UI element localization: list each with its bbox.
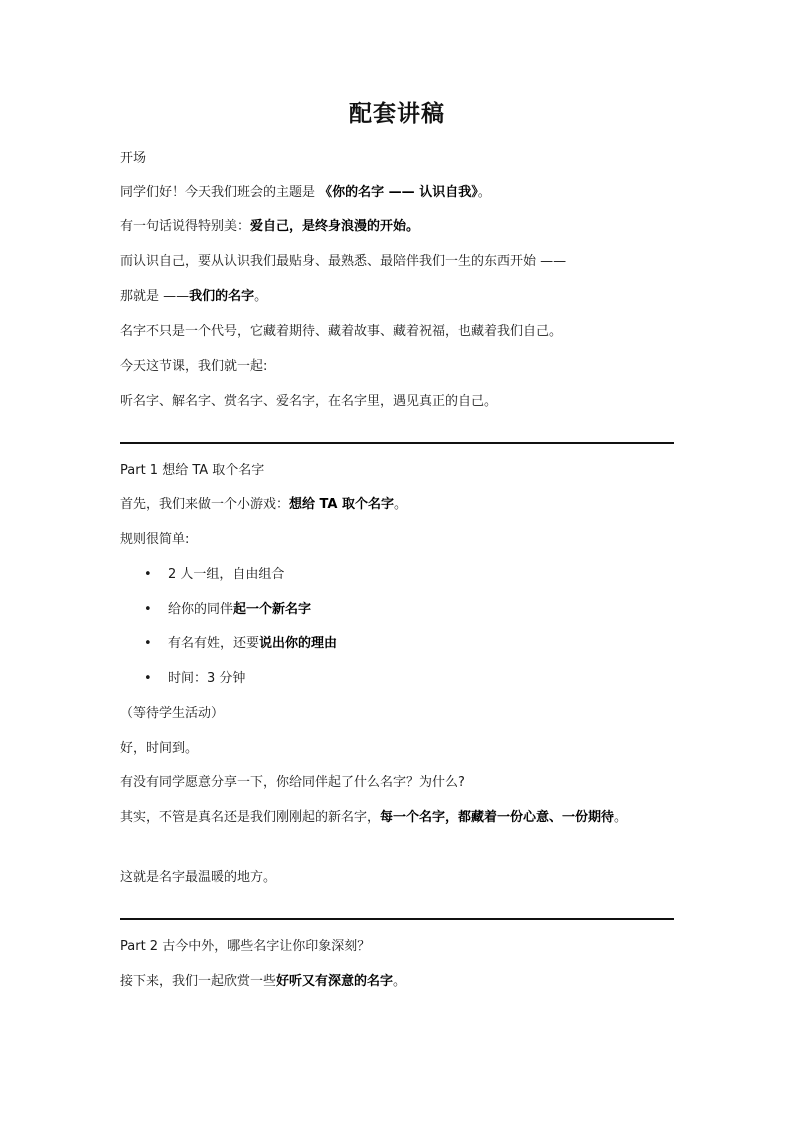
text: 2 人一组，自由组合 xyxy=(168,567,285,582)
text: 。 xyxy=(254,289,268,304)
emphasis: 起一个新名字 xyxy=(233,602,312,617)
list-item-text xyxy=(168,599,311,621)
part1-heading: Part 1 想给 TA 取个名字 xyxy=(120,463,265,478)
opening-line-1 xyxy=(120,182,674,204)
opening-line-5: 名字不只是一个代号，它藏着期待、藏着故事、藏着祝福，也藏着我们自己。 xyxy=(120,324,563,339)
part1-line-5: 有没有同学愿意分享一下，你给同伴起了什么名字？为什么? xyxy=(120,775,465,790)
emphasis: 说出你的理由 xyxy=(259,636,338,651)
document-title: 配套讲稿 xyxy=(349,101,445,127)
text: 其实，不管是真名还是我们刚刚起的新名字， xyxy=(120,810,381,825)
bullet-mark: • xyxy=(144,671,152,686)
list-item-text xyxy=(168,633,337,655)
part1-line-6 xyxy=(120,807,668,829)
part1-line-2: 规则很简单: xyxy=(120,532,190,547)
text: 有名有姓，还要 xyxy=(168,636,260,651)
text: 。 xyxy=(394,497,408,512)
part1-line-4: 好，时间到。 xyxy=(120,741,199,756)
opening-heading: 开场 xyxy=(120,151,147,166)
section-divider xyxy=(120,918,674,920)
bullet-mark: • xyxy=(144,602,152,617)
emphasis: 每一个名字，都藏着一份心意、一份期待 xyxy=(380,810,615,825)
text: 时间：3 分钟 xyxy=(168,671,246,686)
text: 给你的同伴 xyxy=(168,602,234,617)
theme-title: 《你的名字 —— 认识自我》 xyxy=(319,185,478,200)
text: 。 xyxy=(614,810,628,825)
text: 那就是 —— xyxy=(120,289,190,304)
opening-line-3: 而认识自己，要从认识我们最贴身、最熟悉、最陪伴我们一生的东西开始 —— xyxy=(120,254,567,269)
part1-line-7: 这就是名字最温暖的地方。 xyxy=(120,870,277,885)
section-divider xyxy=(120,442,674,444)
emphasis: 好听又有深意的名字 xyxy=(276,974,394,989)
text: 。 xyxy=(477,185,491,200)
text: 首先，我们来做一个小游戏： xyxy=(120,497,290,512)
list-item-text xyxy=(168,564,284,586)
opening-line-4 xyxy=(120,286,674,308)
part2-line-1 xyxy=(120,971,674,993)
part1-line-3: （等待学生活动） xyxy=(120,706,225,721)
opening-line-2 xyxy=(120,216,674,238)
text: 接下来，我们一起欣赏一些 xyxy=(120,974,277,989)
text: 同学们好！今天我们班会的主题是 xyxy=(120,185,320,200)
emphasis: 想给 TA 取个名字 xyxy=(289,497,394,512)
text: 有一句话说得特别美： xyxy=(120,219,251,234)
bullet-mark: • xyxy=(144,636,152,651)
opening-line-6: 今天这节课，我们就一起: xyxy=(120,359,268,374)
emphasis: 我们的名字 xyxy=(189,289,255,304)
opening-line-7: 听名字、解名字、赏名字、爱名字，在名字里，遇见真正的自己。 xyxy=(120,394,498,409)
list-item-text xyxy=(168,668,245,690)
part2-heading: Part 2 古今中外，哪些名字让你印象深刻？ xyxy=(120,939,371,954)
quote: 爱自己，是终身浪漫的开始。 xyxy=(250,219,420,234)
bullet-mark: • xyxy=(144,567,152,582)
text: 。 xyxy=(393,974,407,989)
part1-line-1 xyxy=(120,494,674,516)
